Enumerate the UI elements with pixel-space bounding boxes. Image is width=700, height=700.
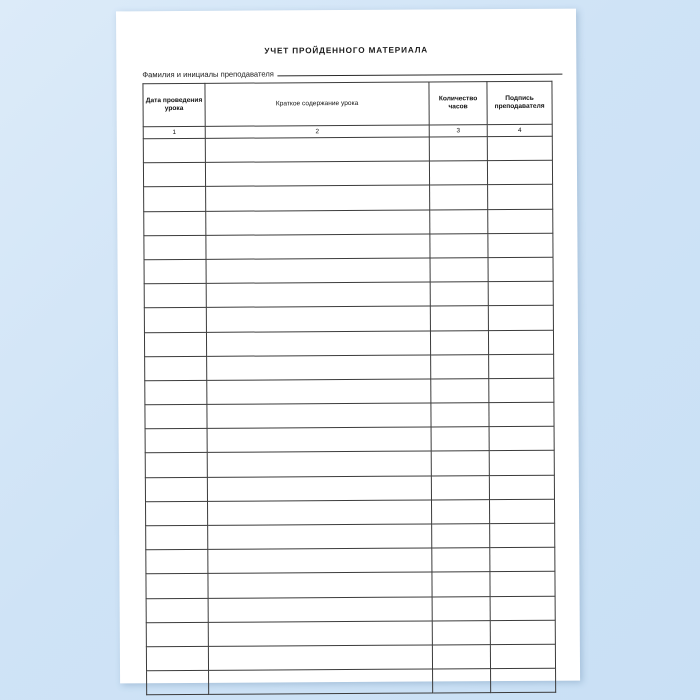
- cell-date[interactable]: [147, 670, 209, 695]
- cell-signature[interactable]: [489, 354, 554, 379]
- cell-signature[interactable]: [487, 136, 552, 161]
- table-row: [146, 596, 555, 623]
- cell-lesson-summary[interactable]: [206, 185, 430, 211]
- table-row: [146, 572, 555, 599]
- table-row: [144, 185, 553, 212]
- cell-lesson-summary[interactable]: [208, 572, 432, 598]
- cell-date[interactable]: [145, 453, 207, 478]
- cell-lesson-summary[interactable]: [206, 234, 430, 260]
- cell-hours[interactable]: [432, 596, 490, 621]
- cell-signature[interactable]: [489, 499, 554, 524]
- table-row: [144, 330, 553, 357]
- cell-date[interactable]: [143, 138, 205, 163]
- cell-hours[interactable]: [429, 137, 487, 162]
- cell-lesson-summary[interactable]: [205, 161, 429, 187]
- table-row: [145, 402, 554, 429]
- column-number-2: 2: [205, 125, 429, 138]
- table-row: [144, 306, 553, 333]
- table-row: [145, 354, 554, 381]
- cell-hours[interactable]: [430, 258, 488, 283]
- cell-signature[interactable]: [488, 281, 553, 306]
- cell-date[interactable]: [146, 550, 208, 575]
- table-row: [145, 426, 554, 453]
- cell-lesson-summary[interactable]: [207, 476, 431, 502]
- cell-signature[interactable]: [490, 596, 555, 621]
- cell-signature[interactable]: [489, 378, 554, 403]
- cell-lesson-summary[interactable]: [208, 621, 432, 647]
- cell-date[interactable]: [146, 622, 208, 647]
- cell-date[interactable]: [144, 283, 206, 308]
- column-header-date: Дата проведения урока: [143, 83, 205, 126]
- cell-lesson-summary[interactable]: [205, 137, 429, 163]
- table-row: [145, 451, 554, 478]
- table-row: [144, 281, 553, 308]
- table-body: [143, 136, 555, 695]
- cell-hours[interactable]: [430, 185, 488, 210]
- table-row: [144, 257, 553, 284]
- teacher-name-rule[interactable]: [277, 67, 562, 77]
- column-header-hours: Количество часов: [429, 82, 487, 125]
- table-row: [146, 620, 555, 647]
- cell-hours[interactable]: [432, 572, 490, 597]
- cell-date[interactable]: [145, 477, 207, 502]
- page-title: УЧЕТ ПРОЙДЕННОГО МАТЕРИАЛА: [264, 45, 429, 56]
- table-row: [144, 233, 553, 260]
- cell-signature[interactable]: [490, 523, 555, 548]
- table-row: [143, 160, 552, 187]
- teacher-name-field: [142, 67, 552, 80]
- table-row: [143, 136, 552, 163]
- cell-hours[interactable]: [430, 330, 488, 355]
- cell-hours[interactable]: [432, 548, 490, 573]
- cell-lesson-summary[interactable]: [207, 379, 431, 405]
- cell-hours[interactable]: [431, 475, 489, 500]
- column-number-1: 1: [143, 126, 205, 138]
- cell-signature[interactable]: [490, 644, 555, 669]
- cell-lesson-summary[interactable]: [206, 306, 430, 332]
- cell-lesson-summary[interactable]: [206, 330, 430, 356]
- cell-date[interactable]: [144, 235, 206, 260]
- cell-date[interactable]: [146, 525, 208, 550]
- cell-lesson-summary[interactable]: [208, 645, 432, 671]
- cell-signature[interactable]: [491, 668, 556, 693]
- cell-lesson-summary[interactable]: [207, 500, 431, 526]
- cell-date[interactable]: [144, 187, 206, 212]
- table-row: [146, 644, 555, 671]
- cell-signature[interactable]: [489, 402, 554, 427]
- cell-signature[interactable]: [488, 209, 553, 234]
- teacher-name-label: Фамилия и инициалы преподавателя: [142, 69, 274, 80]
- table-row: [144, 209, 553, 236]
- cell-hours[interactable]: [430, 306, 488, 331]
- table-row: [147, 668, 556, 695]
- cell-hours[interactable]: [433, 669, 491, 694]
- cell-signature[interactable]: [488, 233, 553, 258]
- cell-lesson-summary[interactable]: [208, 597, 432, 623]
- column-header-signature: Подпись преподавателя: [487, 81, 552, 124]
- cell-signature[interactable]: [490, 572, 555, 597]
- table-header-row: [143, 81, 552, 126]
- cell-lesson-summary[interactable]: [206, 282, 430, 308]
- cell-date[interactable]: [144, 211, 206, 236]
- table-row: [145, 475, 554, 502]
- document-page-content: [116, 9, 580, 684]
- cell-date[interactable]: [143, 163, 205, 188]
- cell-date[interactable]: [146, 598, 208, 623]
- cell-lesson-summary[interactable]: [209, 669, 433, 695]
- cell-lesson-summary[interactable]: [207, 403, 431, 429]
- cell-hours[interactable]: [432, 645, 490, 670]
- cell-hours[interactable]: [430, 282, 488, 307]
- cell-hours[interactable]: [431, 379, 489, 404]
- cell-signature[interactable]: [490, 620, 555, 645]
- cell-hours[interactable]: [431, 427, 489, 452]
- column-number-4: 4: [487, 124, 552, 136]
- cell-date[interactable]: [145, 380, 207, 405]
- cell-signature[interactable]: [488, 257, 553, 282]
- table-row: [145, 499, 554, 526]
- cell-lesson-summary[interactable]: [208, 548, 432, 574]
- cell-date[interactable]: [145, 429, 207, 454]
- cell-date[interactable]: [146, 646, 208, 671]
- cell-lesson-summary[interactable]: [208, 524, 432, 550]
- cell-lesson-summary[interactable]: [207, 451, 431, 477]
- cell-date[interactable]: [144, 308, 206, 333]
- cell-hours[interactable]: [432, 620, 490, 645]
- cell-lesson-summary[interactable]: [207, 355, 431, 381]
- column-header-lesson-summary: Краткое содержание урока: [205, 82, 429, 126]
- cell-lesson-summary[interactable]: [207, 427, 431, 453]
- cell-date[interactable]: [144, 259, 206, 284]
- cell-hours[interactable]: [431, 451, 489, 476]
- cell-date[interactable]: [145, 404, 207, 429]
- table-row: [146, 523, 555, 550]
- material-register-table: [142, 81, 556, 696]
- cell-date[interactable]: [145, 356, 207, 381]
- cell-signature[interactable]: [489, 451, 554, 476]
- table-row: [146, 547, 555, 574]
- cell-hours[interactable]: [431, 354, 489, 379]
- cell-hours[interactable]: [429, 161, 487, 186]
- cell-hours[interactable]: [430, 233, 488, 258]
- cell-hours[interactable]: [430, 209, 488, 234]
- cell-signature[interactable]: [489, 475, 554, 500]
- cell-date[interactable]: [146, 574, 208, 599]
- cell-lesson-summary[interactable]: [206, 210, 430, 236]
- cell-date[interactable]: [144, 332, 206, 357]
- cell-hours[interactable]: [431, 403, 489, 428]
- document-page: [116, 9, 580, 684]
- column-number-3: 3: [429, 125, 487, 137]
- cell-date[interactable]: [145, 501, 207, 526]
- cell-lesson-summary[interactable]: [206, 258, 430, 284]
- cell-signature[interactable]: [490, 547, 555, 572]
- cell-signature[interactable]: [488, 185, 553, 210]
- table-row: [145, 378, 554, 405]
- cell-signature[interactable]: [487, 160, 552, 185]
- cell-hours[interactable]: [431, 499, 489, 524]
- cell-signature[interactable]: [488, 330, 553, 355]
- cell-hours[interactable]: [432, 524, 490, 549]
- cell-signature[interactable]: [488, 306, 553, 331]
- cell-signature[interactable]: [489, 426, 554, 451]
